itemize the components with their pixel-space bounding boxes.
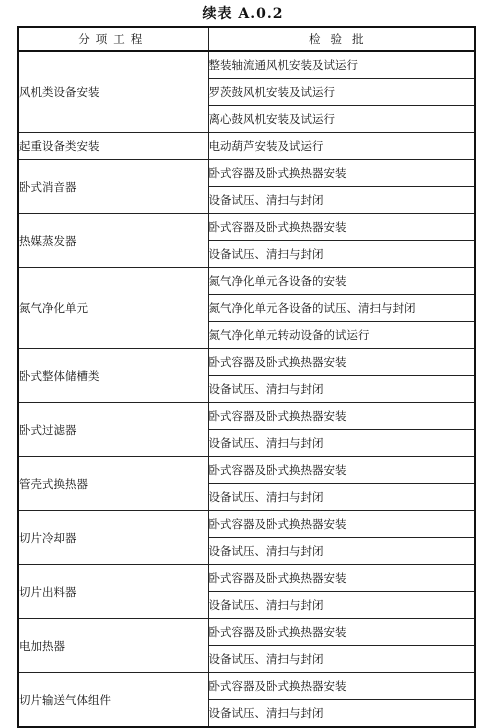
subitem-project-cell: 热媒蒸发器 (18, 214, 208, 268)
table-row (18, 565, 475, 592)
inspection-batch-cell: 氮气净化单元各设备的试压、清扫与封闭 (208, 295, 475, 322)
subitem-project-cell: 切片出料器 (18, 565, 208, 619)
inspection-batch-cell: 卧式容器及卧式换热器安装 (208, 565, 475, 592)
inspection-batch-cell: 卧式容器及卧式换热器安装 (208, 214, 475, 241)
subitem-project-cell: 电加热器 (18, 619, 208, 673)
inspection-batch-cell: 设备试压、清扫与封闭 (208, 376, 475, 403)
table-row (18, 268, 475, 295)
subitem-project-cell: 卧式消音器 (18, 160, 208, 214)
inspection-batch-cell: 设备试压、清扫与封闭 (208, 538, 475, 565)
table-row (18, 619, 475, 646)
inspection-batch-cell: 卧式容器及卧式换热器安装 (208, 511, 475, 538)
inspection-batch-cell: 氮气净化单元各设备的安装 (208, 268, 475, 295)
inspection-batch-cell: 罗茨鼓风机安装及试运行 (208, 79, 475, 106)
table-row (18, 160, 475, 187)
inspection-batch-cell: 卧式容器及卧式换热器安装 (208, 160, 475, 187)
inspection-batch-cell: 设备试压、清扫与封闭 (208, 484, 475, 511)
subitem-project-cell: 卧式整体储槽类 (18, 349, 208, 403)
table-row (18, 349, 475, 376)
table-row (18, 214, 475, 241)
table-row (18, 457, 475, 484)
inspection-batch-cell: 离心鼓风机安装及试运行 (208, 106, 475, 133)
table-header-row (18, 27, 475, 51)
inspection-batch-cell: 卧式容器及卧式换热器安装 (208, 619, 475, 646)
inspection-batch-cell: 设备试压、清扫与封闭 (208, 592, 475, 619)
inspection-batch-cell: 设备试压、清扫与封闭 (208, 241, 475, 268)
header-subitem-project: 分项工程 (18, 27, 208, 51)
table-row (18, 673, 475, 700)
inspection-batch-cell: 电动葫芦安装及试运行 (208, 133, 475, 160)
table-row (18, 511, 475, 538)
table-row (18, 51, 475, 79)
table-title: 续表 A.0.2 (202, 6, 284, 22)
inspection-batch-cell: 氮气净化单元转动设备的试运行 (208, 322, 475, 349)
inspection-batch-cell: 设备试压、清扫与封闭 (208, 430, 475, 457)
subitem-project-cell: 切片输送气体组件 (18, 673, 208, 728)
inspection-table (17, 26, 476, 728)
table-row (18, 403, 475, 430)
header-inspection-batch: 检验批 (208, 27, 475, 51)
table-body (18, 51, 475, 727)
inspection-batch-cell: 设备试压、清扫与封闭 (208, 646, 475, 673)
inspection-batch-cell: 卧式容器及卧式换热器安装 (208, 673, 475, 700)
inspection-batch-cell: 卧式容器及卧式换热器安装 (208, 403, 475, 430)
subitem-project-cell: 管壳式换热器 (18, 457, 208, 511)
inspection-batch-cell: 设备试压、清扫与封闭 (208, 700, 475, 728)
subitem-project-cell: 风机类设备安装 (18, 51, 208, 133)
subitem-project-cell: 卧式过滤器 (18, 403, 208, 457)
inspection-batch-cell: 卧式容器及卧式换热器安装 (208, 349, 475, 376)
table-row (18, 133, 475, 160)
subitem-project-cell: 氮气净化单元 (18, 268, 208, 349)
inspection-batch-cell: 整装轴流通风机安装及试运行 (208, 51, 475, 79)
subitem-project-cell: 切片冷却器 (18, 511, 208, 565)
inspection-batch-cell: 设备试压、清扫与封闭 (208, 187, 475, 214)
subitem-project-cell: 起重设备类安装 (18, 133, 208, 160)
inspection-batch-cell: 卧式容器及卧式换热器安装 (208, 457, 475, 484)
